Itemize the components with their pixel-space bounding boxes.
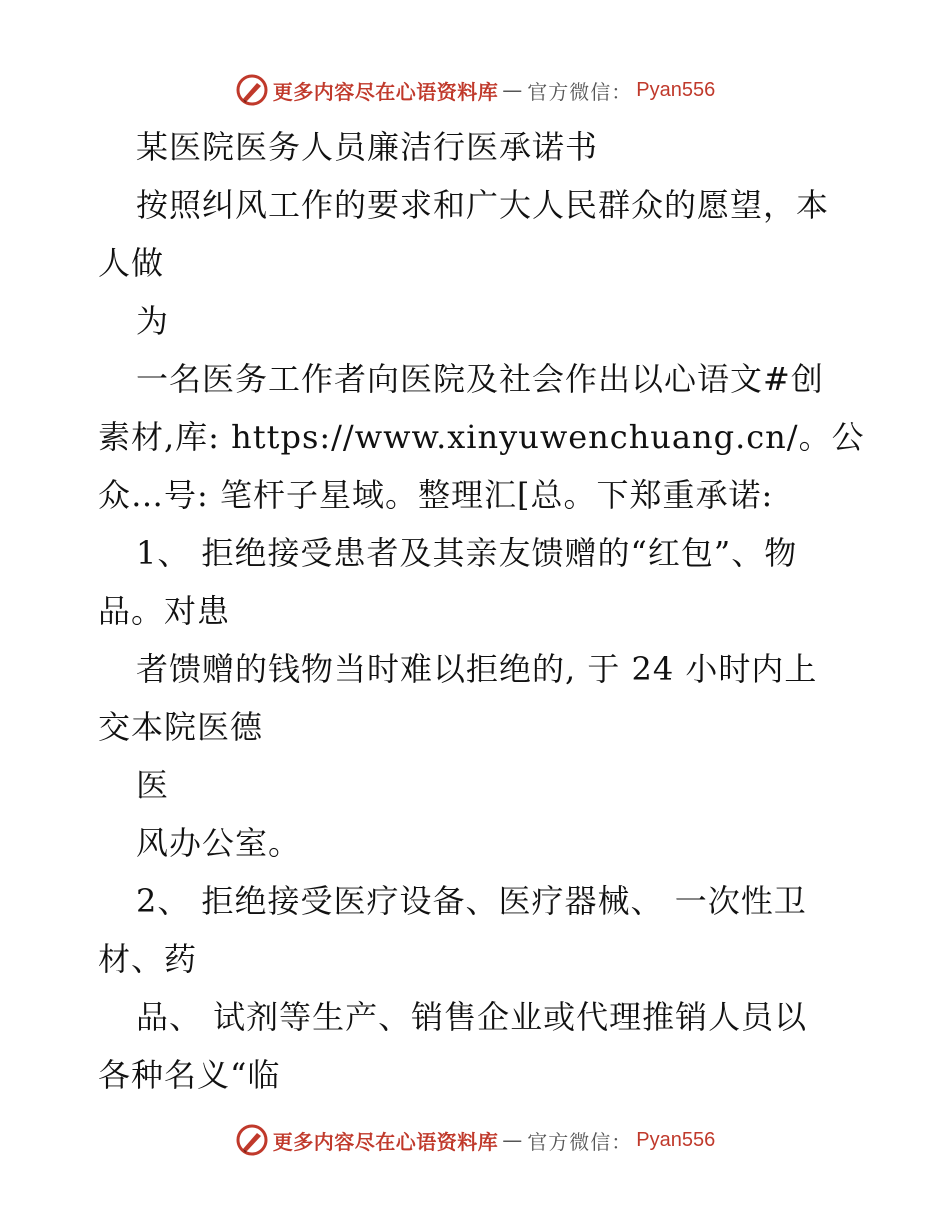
paragraph-line: 素材,库: https://www.xinyuwenchuang.cn/。公 bbox=[98, 418, 865, 456]
paragraph-line: 风办公室。 bbox=[136, 824, 302, 862]
watermark-dash: — bbox=[502, 1128, 524, 1152]
paragraph-line: 1、 拒绝接受患者及其亲友馈赠的“红包”、物 bbox=[136, 534, 798, 572]
watermark-dash: — bbox=[502, 78, 524, 102]
paragraph-line: 2、 拒绝接受医疗设备、医疗器械、 一次性卫 bbox=[136, 882, 807, 920]
document-title: 某医院医务人员廉洁行医承诺书 bbox=[136, 128, 599, 166]
paragraph-line: 为 bbox=[136, 302, 170, 340]
watermark-wechat-id: Pyan556 bbox=[636, 78, 716, 101]
paragraph-line: 交本院医德 bbox=[98, 708, 264, 746]
paragraph-line: 材、药 bbox=[98, 940, 198, 978]
watermark-brand: 更多内容尽在心语资料库 bbox=[272, 79, 499, 104]
header-watermark bbox=[0, 70, 950, 110]
paragraph-line: 按照纠风工作的要求和广大人民群众的愿望，本 bbox=[136, 186, 830, 224]
document-body bbox=[98, 118, 865, 1104]
paragraph-line: 人做 bbox=[98, 244, 165, 282]
paragraph-line: 品、 试剂等生产、销售企业或代理推销人员以 bbox=[136, 998, 808, 1036]
paragraph-line: 一名医务工作者向医院及社会作出以心语文#创 bbox=[136, 360, 824, 398]
pen-seal-icon bbox=[235, 73, 269, 107]
watermark-official-label: 官方微信： bbox=[527, 1129, 633, 1154]
paragraph-line: 医 bbox=[136, 766, 170, 804]
paragraph-line: 各种名义“临 bbox=[98, 1056, 281, 1094]
pen-seal-icon bbox=[235, 1123, 269, 1157]
paragraph-line: 品。对患 bbox=[98, 592, 231, 630]
watermark-brand: 更多内容尽在心语资料库 bbox=[272, 1129, 499, 1154]
footer-watermark bbox=[0, 1120, 950, 1160]
paragraph-line: 众…号: 笔杆子星域。整理汇[总。下郑重承诺: bbox=[98, 476, 774, 514]
paragraph-line: 者馈赠的钱物当时难以拒绝的, 于 24 小时内上 bbox=[136, 650, 818, 688]
watermark-wechat-id: Pyan556 bbox=[636, 1128, 716, 1151]
watermark-official-label: 官方微信： bbox=[527, 79, 633, 104]
